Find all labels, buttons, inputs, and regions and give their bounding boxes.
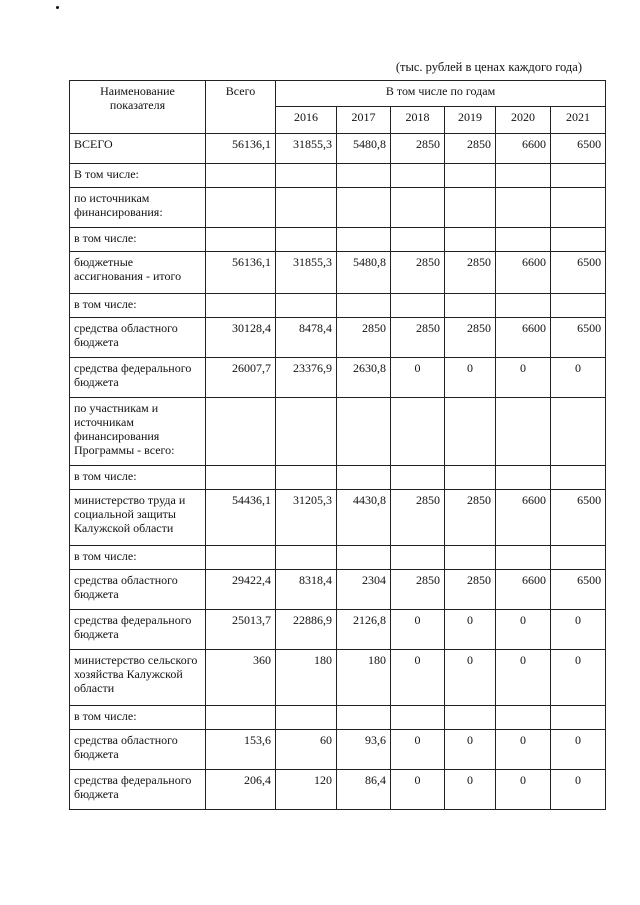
row-year-value — [496, 188, 551, 228]
row-name: средства федерального бюджета — [70, 610, 206, 650]
header-year: 2020 — [496, 107, 551, 134]
row-year-value — [276, 188, 337, 228]
row-year-value — [391, 188, 445, 228]
row-year-value: 180 — [337, 650, 391, 706]
row-year-value — [496, 228, 551, 252]
table-row — [70, 358, 606, 398]
row-year-value: 120 — [276, 770, 337, 810]
row-name: министерство сельского хозяйства Калужской области — [70, 650, 206, 706]
row-year-value: 2850 — [445, 318, 496, 358]
row-year-value: 6600 — [496, 570, 551, 610]
row-year-value — [445, 188, 496, 228]
row-year-value: 2850 — [391, 134, 445, 164]
row-year-value — [276, 294, 337, 318]
row-year-value: 2304 — [337, 570, 391, 610]
row-year-value — [445, 546, 496, 570]
row-year-value: 0 — [445, 358, 496, 398]
table-row — [70, 730, 606, 770]
row-year-value: 0 — [445, 610, 496, 650]
table-row — [70, 228, 606, 252]
row-year-value: 8318,4 — [276, 570, 337, 610]
row-year-value: 6500 — [551, 318, 606, 358]
row-year-value: 0 — [391, 358, 445, 398]
table-row — [70, 650, 606, 706]
row-year-value — [445, 294, 496, 318]
units-note: (тыс. рублей в ценах каждого года) — [395, 60, 582, 74]
row-year-value: 31855,3 — [276, 252, 337, 294]
row-year-value: 2850 — [445, 252, 496, 294]
stray-mark — [56, 6, 59, 9]
row-name: средства федерального бюджета — [70, 358, 206, 398]
row-total — [206, 294, 276, 318]
row-name: по источникам финансирования: — [70, 188, 206, 228]
row-year-value — [551, 164, 606, 188]
row-year-value: 2850 — [445, 134, 496, 164]
header-year: 2019 — [445, 107, 496, 134]
row-total: 54436,1 — [206, 490, 276, 546]
row-year-value — [445, 466, 496, 490]
table-row — [70, 466, 606, 490]
row-year-value: 0 — [551, 730, 606, 770]
row-name: бюджетные ассигнования - итого — [70, 252, 206, 294]
row-year-value: 5480,8 — [337, 252, 391, 294]
row-year-value: 2850 — [445, 490, 496, 546]
header-year: 2018 — [391, 107, 445, 134]
row-year-value — [276, 398, 337, 466]
row-year-value — [337, 706, 391, 730]
table-row — [70, 252, 606, 294]
row-year-value: 6600 — [496, 252, 551, 294]
row-year-value: 31205,3 — [276, 490, 337, 546]
table-row — [70, 164, 606, 188]
row-year-value — [276, 228, 337, 252]
row-total — [206, 188, 276, 228]
row-year-value — [337, 466, 391, 490]
row-year-value: 0 — [391, 610, 445, 650]
row-year-value — [391, 164, 445, 188]
row-name: средства областного бюджета — [70, 318, 206, 358]
row-year-value — [391, 398, 445, 466]
row-year-value — [337, 188, 391, 228]
header-year: 2021 — [551, 107, 606, 134]
row-year-value: 0 — [496, 610, 551, 650]
row-year-value — [391, 228, 445, 252]
table-row — [70, 318, 606, 358]
row-year-value — [551, 188, 606, 228]
row-year-value — [337, 294, 391, 318]
row-year-value — [496, 546, 551, 570]
row-year-value — [391, 706, 445, 730]
row-year-value: 6500 — [551, 252, 606, 294]
row-year-value: 93,6 — [337, 730, 391, 770]
row-year-value — [391, 466, 445, 490]
row-year-value — [337, 164, 391, 188]
row-name: министерство труда и социальной защиты Калужской области — [70, 490, 206, 546]
row-year-value — [445, 398, 496, 466]
table-row — [70, 294, 606, 318]
row-year-value — [445, 228, 496, 252]
row-year-value: 31855,3 — [276, 134, 337, 164]
row-year-value — [551, 294, 606, 318]
row-year-value: 0 — [551, 358, 606, 398]
row-year-value — [551, 706, 606, 730]
row-year-value: 23376,9 — [276, 358, 337, 398]
row-total — [206, 466, 276, 490]
table-row — [70, 546, 606, 570]
row-total: 26007,7 — [206, 358, 276, 398]
row-year-value: 2850 — [391, 318, 445, 358]
row-year-value: 4430,8 — [337, 490, 391, 546]
row-year-value: 0 — [445, 730, 496, 770]
table-row — [70, 770, 606, 810]
row-name: средства областного бюджета — [70, 730, 206, 770]
row-name: в том числе: — [70, 466, 206, 490]
row-total: 153,6 — [206, 730, 276, 770]
row-year-value: 0 — [496, 730, 551, 770]
row-name: по участникам и источникам финансирования Программы - всего: — [70, 398, 206, 466]
row-year-value — [445, 164, 496, 188]
row-year-value: 180 — [276, 650, 337, 706]
row-year-value — [276, 706, 337, 730]
row-year-value: 0 — [445, 770, 496, 810]
row-year-value — [276, 546, 337, 570]
row-year-value — [496, 294, 551, 318]
header-years-group: В том числе по годам — [276, 81, 606, 107]
row-year-value: 0 — [551, 770, 606, 810]
row-year-value: 2850 — [391, 490, 445, 546]
row-total — [206, 706, 276, 730]
row-year-value — [276, 164, 337, 188]
row-year-value: 0 — [391, 650, 445, 706]
row-year-value — [445, 706, 496, 730]
header-year: 2017 — [337, 107, 391, 134]
row-year-value: 86,4 — [337, 770, 391, 810]
row-year-value: 6500 — [551, 570, 606, 610]
row-year-value — [551, 398, 606, 466]
row-year-value: 60 — [276, 730, 337, 770]
header-name: Наименование показателя — [70, 81, 206, 134]
table-row — [70, 610, 606, 650]
row-year-value — [551, 228, 606, 252]
row-name: средства областного бюджета — [70, 570, 206, 610]
table-row — [70, 706, 606, 730]
row-year-value: 6500 — [551, 134, 606, 164]
row-year-value: 2630,8 — [337, 358, 391, 398]
row-total — [206, 398, 276, 466]
table-row — [70, 490, 606, 546]
row-total: 56136,1 — [206, 134, 276, 164]
row-year-value: 0 — [391, 730, 445, 770]
row-year-value: 0 — [551, 650, 606, 706]
row-name: средства федерального бюджета — [70, 770, 206, 810]
row-year-value: 6600 — [496, 134, 551, 164]
row-year-value: 2126,8 — [337, 610, 391, 650]
row-year-value — [337, 546, 391, 570]
table-row — [70, 398, 606, 466]
row-year-value: 6600 — [496, 318, 551, 358]
table-row — [70, 188, 606, 228]
row-name: В том числе: — [70, 164, 206, 188]
row-year-value — [337, 398, 391, 466]
table-row — [70, 570, 606, 610]
row-total: 56136,1 — [206, 252, 276, 294]
row-total: 206,4 — [206, 770, 276, 810]
row-year-value: 6600 — [496, 490, 551, 546]
row-name: в том числе: — [70, 706, 206, 730]
row-year-value — [391, 546, 445, 570]
row-year-value — [276, 466, 337, 490]
row-year-value: 0 — [391, 770, 445, 810]
row-year-value — [551, 466, 606, 490]
row-total: 30128,4 — [206, 318, 276, 358]
row-name: в том числе: — [70, 294, 206, 318]
row-year-value — [337, 228, 391, 252]
row-year-value — [496, 466, 551, 490]
row-year-value: 2850 — [391, 252, 445, 294]
header-year: 2016 — [276, 107, 337, 134]
financing-table — [69, 80, 606, 810]
row-year-value: 2850 — [337, 318, 391, 358]
row-total: 360 — [206, 650, 276, 706]
table-row — [70, 134, 606, 164]
row-year-value — [551, 546, 606, 570]
row-year-value — [496, 164, 551, 188]
row-year-value: 0 — [496, 358, 551, 398]
row-name: в том числе: — [70, 546, 206, 570]
row-year-value: 2850 — [391, 570, 445, 610]
row-total — [206, 228, 276, 252]
row-year-value: 0 — [551, 610, 606, 650]
row-year-value: 0 — [445, 650, 496, 706]
row-year-value: 0 — [496, 770, 551, 810]
row-year-value: 6500 — [551, 490, 606, 546]
row-name: ВСЕГО — [70, 134, 206, 164]
row-year-value: 8478,4 — [276, 318, 337, 358]
row-year-value: 5480,8 — [337, 134, 391, 164]
row-year-value — [391, 294, 445, 318]
row-year-value — [496, 706, 551, 730]
header-total: Всего — [206, 81, 276, 134]
row-year-value: 0 — [496, 650, 551, 706]
row-total: 25013,7 — [206, 610, 276, 650]
row-total — [206, 164, 276, 188]
row-year-value — [496, 398, 551, 466]
row-year-value: 22886,9 — [276, 610, 337, 650]
row-total: 29422,4 — [206, 570, 276, 610]
row-name: в том числе: — [70, 228, 206, 252]
row-year-value: 2850 — [445, 570, 496, 610]
row-total — [206, 546, 276, 570]
